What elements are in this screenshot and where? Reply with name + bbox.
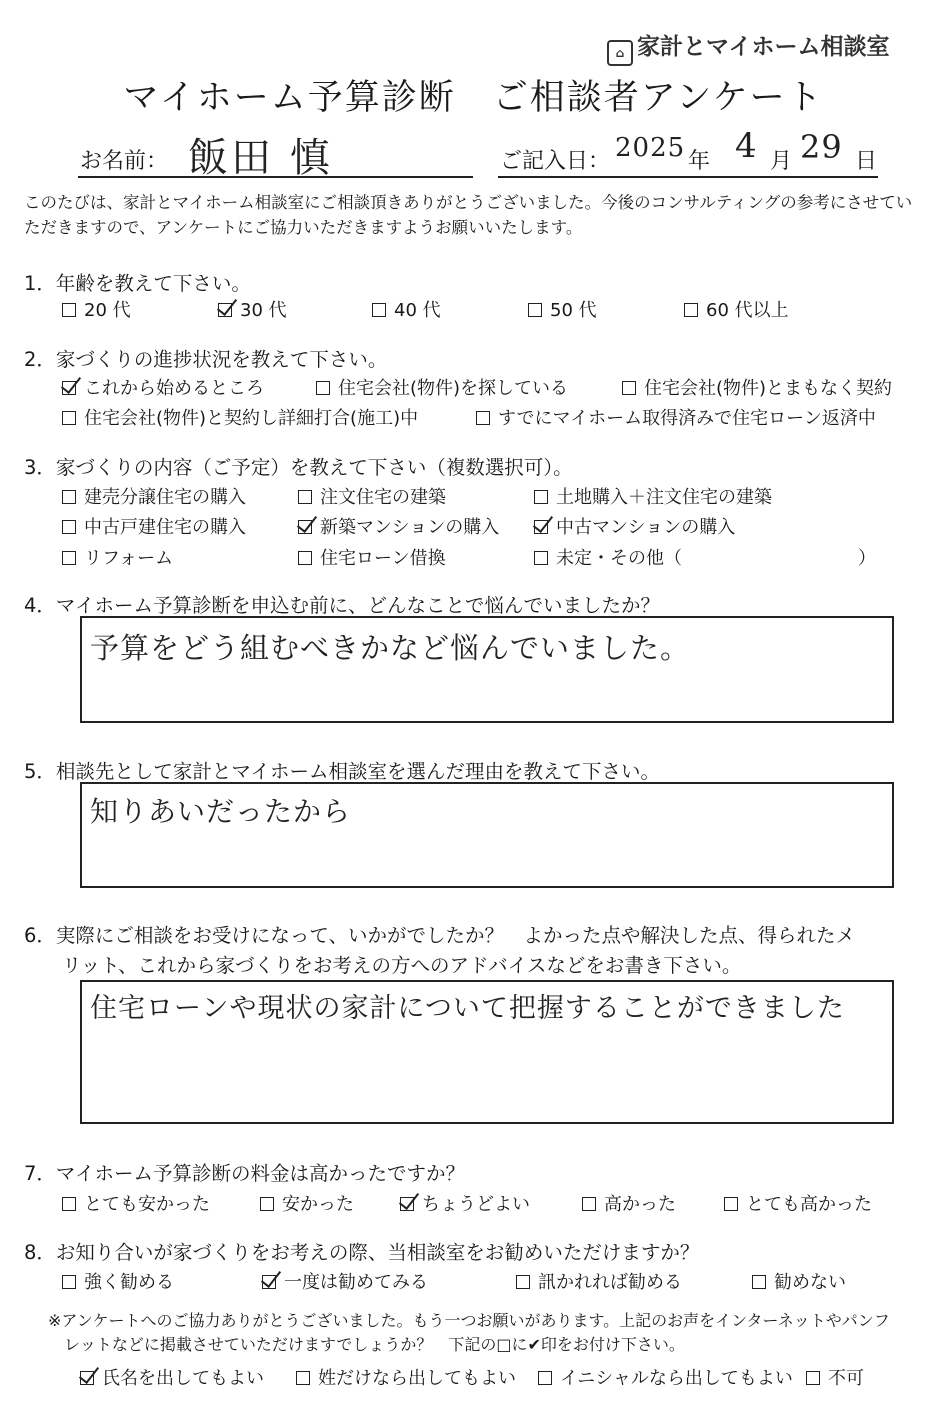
q3-option[interactable]: 住宅ローン借換: [298, 544, 446, 570]
q8-question: 8．お知り合いが家づくりをお考えの際、当相談室をお勧めいただけますか？: [24, 1241, 700, 1264]
q6-question-line2: リット、これから家づくりをお考えの方へのアドバイスなどをお書き下さい。: [62, 954, 742, 977]
q3-option[interactable]: 未定・その他（: [534, 544, 682, 570]
checkbox[interactable]: [582, 1197, 596, 1211]
q3-option[interactable]: 中古戸建住宅の購入: [62, 513, 246, 539]
checkbox-checked[interactable]: [62, 381, 76, 395]
q2-option[interactable]: 住宅会社(物件)とまもなく契約: [622, 374, 892, 400]
q7-option[interactable]: ちょうどよい: [400, 1190, 530, 1216]
q1-option[interactable]: 50 代: [528, 296, 597, 322]
q4-question: 4．マイホーム予算診断を申込む前に、どんなことで悩んでいましたか？: [24, 594, 661, 617]
q1-question: 1．年齢を教えて下さい。: [24, 272, 251, 295]
name-underline: [78, 176, 473, 178]
checkbox[interactable]: [806, 1371, 820, 1385]
q2-option[interactable]: すでにマイホーム取得済みで住宅ローン返済中: [476, 404, 876, 430]
q2-option[interactable]: 住宅会社(物件)を探している: [316, 374, 568, 400]
year-label: 年: [688, 149, 711, 174]
checkbox[interactable]: [752, 1275, 766, 1289]
checkbox[interactable]: [260, 1197, 274, 1211]
q8-option[interactable]: 勧めない: [752, 1268, 846, 1294]
q1-option[interactable]: 40 代: [372, 296, 441, 322]
checkbox-checked[interactable]: [400, 1197, 414, 1211]
checkbox-checked[interactable]: [298, 520, 312, 534]
page-title: マイホーム予算診断 ご相談者アンケート: [123, 78, 824, 118]
brand-logo: [607, 28, 890, 66]
q8-option[interactable]: 一度は勧めてみる: [262, 1268, 428, 1294]
permission-option[interactable]: イニシャルなら出してもよい: [538, 1364, 793, 1390]
checkbox[interactable]: [528, 303, 542, 317]
checkbox[interactable]: [684, 303, 698, 317]
q3-option[interactable]: 建売分譲住宅の購入: [62, 483, 246, 509]
checkbox-checked[interactable]: [218, 303, 232, 317]
q3-option[interactable]: 注文住宅の建築: [298, 483, 446, 509]
checkbox[interactable]: [622, 381, 636, 395]
checkbox[interactable]: [296, 1371, 310, 1385]
checkbox[interactable]: [538, 1371, 552, 1385]
checkbox[interactable]: [62, 490, 76, 504]
checkbox[interactable]: [62, 303, 76, 317]
month-value: 4: [735, 126, 760, 166]
checkbox-checked[interactable]: [80, 1371, 94, 1385]
checkbox[interactable]: [372, 303, 386, 317]
checkbox[interactable]: [534, 551, 548, 565]
checkbox[interactable]: [476, 411, 490, 425]
month-label: 月: [770, 149, 793, 174]
q7-option[interactable]: とても安かった: [62, 1190, 210, 1216]
q7-option[interactable]: とても高かった: [724, 1190, 872, 1216]
q3-option[interactable]: 中古マンションの購入: [534, 513, 735, 539]
checkbox[interactable]: [298, 490, 312, 504]
q2-option[interactable]: 住宅会社(物件)と契約し詳細打合(施工)中: [62, 404, 418, 430]
q7-question: 7．マイホーム予算診断の料金は高かったですか？: [24, 1162, 466, 1185]
checkbox[interactable]: [516, 1275, 530, 1289]
intro-text: このたびは、家計とマイホーム相談室にご相談頂きありがとうございました。今後のコンサルティングの参考にさせていただきますので、アンケートにご協力いただきますようお願いいたします。: [24, 193, 913, 237]
note-line1: ※アンケートへのご協力ありがとうございました。もう一つお願いがあります。上記のお声をインターネットやパンフ: [48, 1311, 890, 1330]
permission-option[interactable]: 不可: [806, 1364, 864, 1390]
q6-question-line1: 6．実際にご相談をお受けになって、いかがでしたか？ よかった点や解決した点、得られたメ: [24, 924, 856, 947]
permission-option[interactable]: 氏名を出してもよい: [80, 1364, 264, 1390]
checkbox[interactable]: [62, 551, 76, 565]
checkbox[interactable]: [62, 520, 76, 534]
q3-question: 3．家づくりの内容（ご予定）を教えて下さい（複数選択可）。: [24, 456, 573, 479]
q2-question: 2．家づくりの進捗状況を教えて下さい。: [24, 348, 388, 371]
q1-option[interactable]: 60 代以上: [684, 296, 789, 322]
note-line2: レットなどに掲載させていただけますでしょうか？ 下記の□に✔印をお付け下さい。: [64, 1335, 685, 1354]
house-logo-icon: ⌂: [607, 40, 633, 66]
checkbox[interactable]: [724, 1197, 738, 1211]
logo-text: 家計とマイホーム相談室: [637, 34, 890, 60]
date-label: ご記入日：: [500, 149, 611, 174]
name-label: お名前：: [80, 149, 169, 174]
q5-question: 5．相談先として家計とマイホーム相談室を選んだ理由を教えて下さい。: [24, 760, 661, 783]
q3-option[interactable]: 土地購入＋注文住宅の建築: [534, 483, 772, 509]
checkbox[interactable]: [62, 1197, 76, 1211]
year-value: 2025: [615, 133, 686, 163]
checkbox[interactable]: [62, 1275, 76, 1289]
q7-option[interactable]: 安かった: [260, 1190, 354, 1216]
q6-answer: 住宅ローンや現状の家計について把握することができました: [90, 993, 845, 1024]
q8-option[interactable]: 訊かれれば勧める: [516, 1268, 682, 1294]
q3-other-close: ）: [858, 548, 876, 569]
checkbox[interactable]: [298, 551, 312, 565]
checkbox[interactable]: [316, 381, 330, 395]
checkbox[interactable]: [534, 490, 548, 504]
q4-answer: 予算をどう組むべきかなど悩んでいました。: [90, 631, 691, 665]
q1-option[interactable]: 30 代: [218, 296, 287, 322]
q8-option[interactable]: 強く勧める: [62, 1268, 174, 1294]
checkbox[interactable]: [62, 411, 76, 425]
q2-option[interactable]: これから始めるところ: [62, 374, 264, 400]
q3-option[interactable]: リフォーム: [62, 544, 173, 570]
permission-option[interactable]: 姓だけなら出してもよい: [296, 1364, 516, 1390]
day-label: 日: [855, 149, 878, 174]
checkbox-checked[interactable]: [262, 1275, 276, 1289]
date-underline: [498, 176, 878, 178]
q5-answer: 知りあいだったから: [90, 795, 352, 828]
day-value: 29: [800, 128, 843, 166]
q1-option[interactable]: 20 代: [62, 296, 131, 322]
checkbox-checked[interactable]: [534, 520, 548, 534]
name-value: 飯田 慎: [188, 135, 333, 181]
q3-option[interactable]: 新築マンションの購入: [298, 513, 499, 539]
q7-option[interactable]: 高かった: [582, 1190, 676, 1216]
